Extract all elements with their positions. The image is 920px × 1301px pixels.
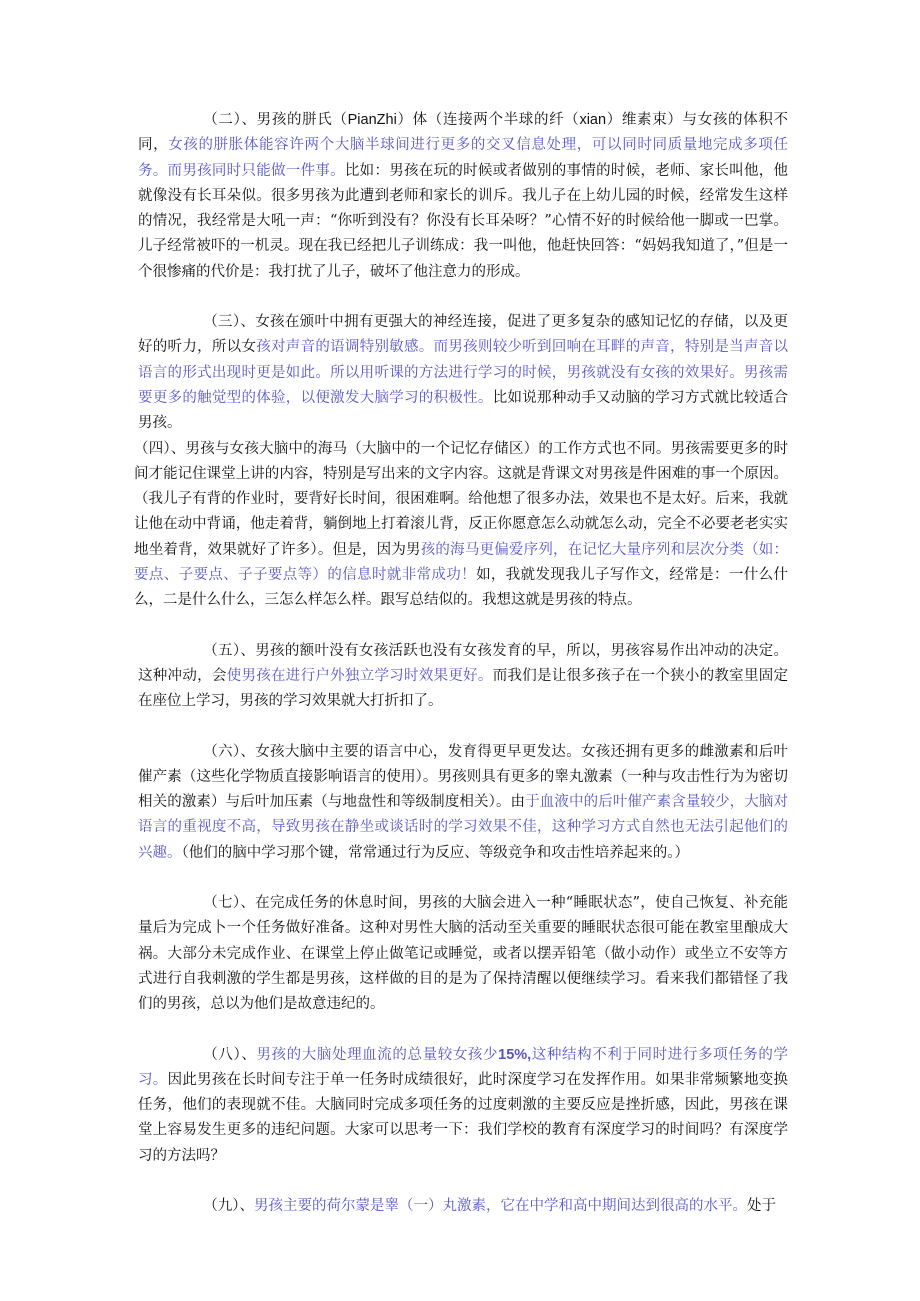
text-segment: ）体（连接两个半球的纤（ bbox=[396, 112, 580, 128]
text-segment: （他们的脑中学习那个键，常常通过行为反应、等级竞争和攻击性培养起来的。） bbox=[181, 844, 689, 861]
text-segment: 处于 bbox=[747, 1197, 776, 1214]
text-segment: （六）、女孩大脑中主要的语言中心，发育得更早更发达。女孩还拥有更多的雌激素和后叶催产素（这些化学物质直接影响语言的使用）。男孩则具有更多的睾丸激素（一种与攻击性行为为密切相关的激素）与后叶加压素（与地盘性和等级制度相关）。由 bbox=[138, 743, 788, 811]
document-page bbox=[134, 108, 789, 1219]
text-segment: 如，我就发现我儿子写作文，经常是：一什么什么，二是什么什么，三怎么样怎么样。跟写总结似的。我想这就是男孩的特点。 bbox=[134, 567, 789, 609]
paragraph-5 bbox=[138, 639, 788, 715]
paragraph-8 bbox=[138, 1043, 788, 1169]
text-segment: （三）、女孩在颁叶中拥有更强大的神经连接，促进了更多复杂的感知记忆的存储，以及更好的听力，所以女 bbox=[138, 314, 788, 356]
text-segment: （四）、男孩与女孩大脑中的海马（大脑中的一个记忆存储区）的工作方式也不同。男孩需要更多的时间才能记住课堂上讲的内容，特别是写出来的文字内容。这就是背课文对男孩是件困难的事一个原因。（我儿子有背的作业时，要背好长时间，很困难啊。给他想了很多办法，效果也不是太好。后来，我就让他在动中背诵，他走着背，躺倒地上打着滚儿背，反正你愿意怎么动就怎么动，完全不必要老老实实地坐着背，效果就好了许多）。但是，因为男 bbox=[134, 440, 788, 558]
paragraph-9 bbox=[138, 1194, 788, 1219]
highlighted-text: 男孩主要的荷尔蒙是睾（一）丸激素，它在中学和高中期间达到很高的水平。 bbox=[254, 1197, 747, 1214]
text-segment-latin: PianZhi bbox=[347, 112, 397, 128]
text-segment: 因此男孩在长时间专注于单一任务时成绩很好，此时深度学习在发挥作用。如果非常频繁地变换任务，他们的表现就不佳。大脑同时完成多项任务的过度刺激的主要反应是挫折感，因此，男孩在课堂上容易发生更多的违纪问题。大家可以思考一下：我们学校的教育有深度学习的时间吗？有深度学习的方法吗？ bbox=[138, 1071, 789, 1164]
highlighted-text: 孩对声音的语调特别敏感。而男孩则较少听到回响在耳畔的声音，特别是当声音以语言的形式出现时更是如此。所以用听课的方法进行学习的时候，男孩就没有女孩的效果好。男孩需要更多的触觉型的体验，以便激发大脑学习的积极性。 bbox=[138, 339, 788, 406]
text-segment: 比如：男孩在玩的时候或者做别的事情的时候，老师、家长叫他，他就像没有长耳朵似。很多男孩为此遭到老师和家长的训斥。我儿子在上幼儿园的时候，经常发生这样的情况，我经常是大吼一声：“你听到没有？你没有长耳朵呀？”心情不好的时候给他一脚或一巴掌。儿子经常被吓的一机灵。现在我已经把儿子训练成：我一叫他，他赶快回答：“妈妈我知道了，”但是一个很惨痛的代价是：我打扰了儿子，破坏了他注意力的形成。 bbox=[138, 162, 788, 280]
highlighted-text: 这种结构不利于同时进行多项任务的学习。 bbox=[138, 1046, 789, 1088]
text-segment: （八）、 bbox=[203, 1046, 257, 1063]
highlighted-text: 使男孩在进行户外独立学习时效果更好。 bbox=[226, 667, 493, 684]
highlighted-text: 孩的海马更偏爱序列，在记忆大量序列和层次分类（如：要点、子要点、子子要点等）的信息时就非常成功！ bbox=[134, 541, 789, 584]
highlighted-percent: 15%, bbox=[498, 1046, 532, 1063]
text-segment-latin: xian bbox=[579, 112, 607, 128]
paragraph-2 bbox=[138, 108, 788, 285]
text-segment: （七）、在完成任务的休息时间，男孩的大脑会进入一种“睡眠状态”，使自己恢复、补充能量后为完成卜一个任务做好准备。这种对男性大脑的活动至关重要的睡眠状态很可能在教室里酿成大祸。大部分未完成作业、在课堂上停止做笔记或睡觉，或者以摆弄铅笔（做小动作）或坐立不安等方式进行自我刺激的学生都是男孩，这样做的目的是为了保持清醒以便继续学习。看来我们都错怪了我们的男孩，总以为他们是故意违纪的。 bbox=[138, 895, 788, 1013]
paragraph-4 bbox=[134, 437, 788, 614]
highlighted-text: 于血液中的后叶催产素含量较少，大脑对语言的重视度不高，导致男孩在静坐或谈话时的学习效果不佳，这种学习方式自然也无法引起他们的兴趣。 bbox=[138, 794, 789, 861]
text-segment: （九）、 bbox=[203, 1197, 254, 1214]
highlighted-text: 男孩的大脑处理血流的总量较女孩少 bbox=[256, 1046, 499, 1063]
text-segment: （五）、男孩的额叶没有女孩活跃也没有女孩发育的早，所以，男孩容易作出冲动的决定。这种冲动，会 bbox=[138, 642, 788, 684]
highlighted-text: 女孩的胼胀体能容许两个大脑半球间进行更多的交叉信息处理，可以同时同质量地完成多项任务。而男孩同时只能做一件事。 bbox=[138, 137, 788, 179]
paragraph-6 bbox=[138, 740, 788, 866]
text-segment: 而我们是让很多孩子在一个狭小的教室里固定在座位上学习，男孩的学习效果就大打折扣了。 bbox=[138, 667, 789, 710]
text-segment: ）维素束）与女孩的体积不同， bbox=[138, 112, 789, 154]
text-segment: （二）、男孩的胼氏（ bbox=[203, 112, 348, 128]
paragraph-3 bbox=[138, 310, 788, 436]
text-segment: 比如说那种动手又动脑的学习方式就比较适合男孩。 bbox=[138, 389, 789, 432]
paragraph-7 bbox=[138, 891, 788, 1017]
